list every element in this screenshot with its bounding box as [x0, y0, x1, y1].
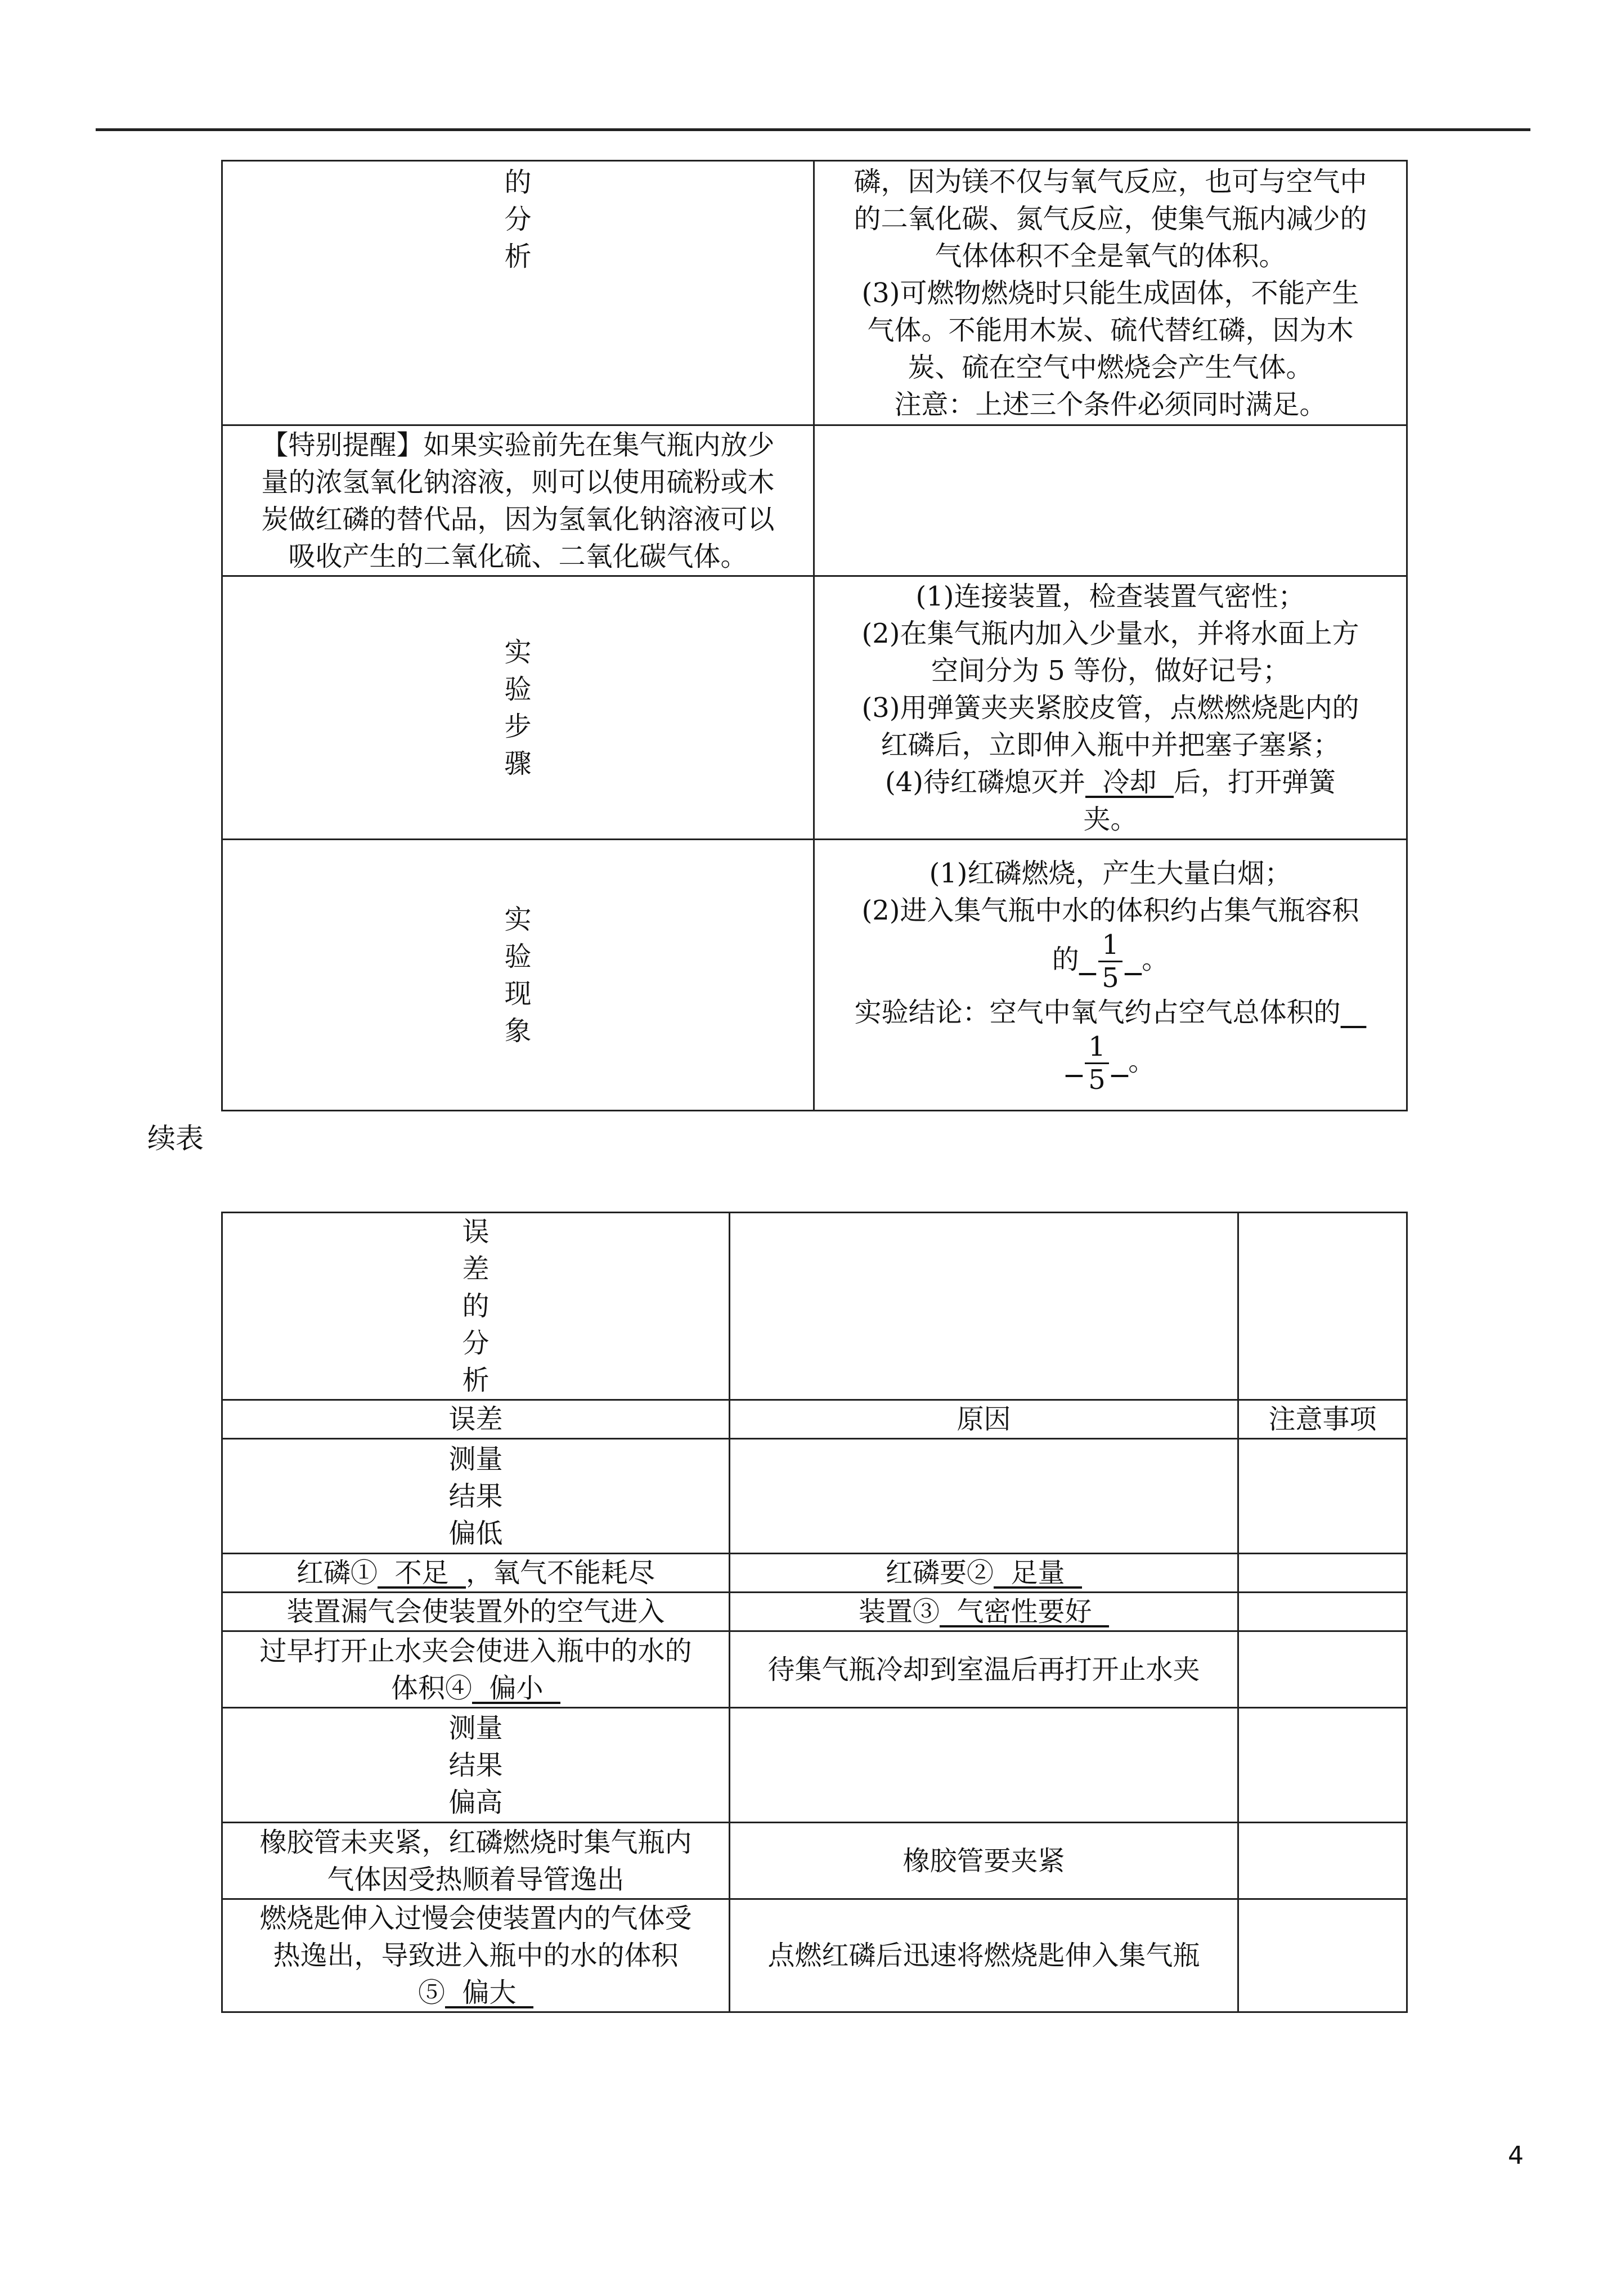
- label-char: 验: [504, 673, 532, 705]
- text-fragment: 后，打开弹簧: [1174, 766, 1336, 798]
- label-char: 分: [504, 204, 532, 235]
- analysis-label: [222, 161, 814, 425]
- text-fragment: ⑤: [417, 1977, 445, 2008]
- text-line: 炭做红磷的替代品，因为氢氧化钠溶液可以: [261, 503, 775, 535]
- high-result-row: [222, 1708, 1407, 1823]
- text-fragment: 实验结论：空气中氧气约占空气总体积的: [854, 996, 1341, 1028]
- title-char: 误: [462, 1216, 490, 1248]
- row-steps: [222, 576, 1407, 840]
- label-line: 偏高: [448, 1786, 503, 1818]
- answer-blank: [378, 1557, 466, 1589]
- text-line: 过早打开止水夹会使进入瓶中的水的: [259, 1635, 692, 1667]
- table-row: [222, 1899, 1407, 2012]
- table2-header-row: [222, 1400, 1407, 1439]
- table-row: [222, 1554, 1407, 1593]
- phenomena-text: [814, 840, 1407, 1111]
- table2-title-row: [222, 1213, 1407, 1400]
- text-line: 炭、硫在空气中燃烧会产生气体。: [908, 351, 1313, 383]
- text-line: [825, 764, 1396, 801]
- reason-cell: 点燃红磷后迅速将燃烧匙伸入集气瓶: [730, 1899, 1238, 2012]
- steps-text: [814, 576, 1407, 840]
- low-result-row: [222, 1439, 1407, 1554]
- text-fragment: 装置③: [858, 1596, 940, 1627]
- answer-blank: [1079, 929, 1142, 994]
- label-line: 测量: [448, 1712, 503, 1744]
- row-phenomena: [222, 840, 1407, 1111]
- fraction: [1085, 1031, 1109, 1096]
- text-line: [825, 929, 1396, 994]
- empty-cell: [1238, 1554, 1407, 1593]
- header-reason: 原因: [730, 1400, 1238, 1439]
- label-char: 验: [504, 940, 532, 972]
- empty-cell: [1238, 1439, 1407, 1554]
- error-cell: 装置漏气会使装置外的空气进入: [222, 1593, 730, 1631]
- answer-text: 偏小: [489, 1672, 544, 1704]
- reason-cell: 待集气瓶冷却到室温后再打开止水夹: [730, 1631, 1238, 1708]
- reason-cell: [730, 1554, 1238, 1593]
- title-char: 的: [462, 1290, 490, 1322]
- text-fragment: 。: [1128, 1045, 1156, 1077]
- label-line: 偏低: [448, 1517, 503, 1549]
- empty-cell: [730, 1439, 1238, 1554]
- answer-blank: [472, 1672, 560, 1704]
- answer-blank: [1085, 766, 1174, 798]
- text-line: 空间分为 5 等份，做好记号；: [931, 654, 1290, 687]
- text-line: 注意：上述三个条件必须同时满足。: [894, 388, 1327, 420]
- text-line: [825, 1031, 1396, 1096]
- answer-blank: [445, 1977, 533, 2008]
- text-line: 磷，因为镁不仅与氧气反应，也可与空气中: [854, 165, 1367, 198]
- analysis-text: [814, 161, 1407, 425]
- title-char: 析: [462, 1365, 490, 1396]
- continued-label: 续表: [147, 1122, 204, 1155]
- text-line: [233, 1974, 719, 2011]
- text-line: [825, 994, 1396, 1031]
- page-number: 4: [1508, 2141, 1524, 2170]
- text-fragment: (4)待红磷熄灭并: [884, 766, 1085, 798]
- text-line: 橡胶管未夹紧，红磷燃烧时集气瓶内: [259, 1826, 692, 1858]
- fraction-denominator: 5: [1088, 1064, 1106, 1096]
- empty-cell: [1238, 1631, 1407, 1708]
- high-result-label: [222, 1708, 730, 1823]
- empty-cell: [1238, 1213, 1407, 1400]
- text-line: [233, 1670, 719, 1707]
- text-line: 量的浓氢氧化钠溶液，则可以使用硫粉或木: [261, 466, 775, 498]
- reminder-text: [222, 425, 814, 576]
- label-line: 结果: [448, 1749, 503, 1781]
- text-fragment: 体积④: [390, 1672, 472, 1704]
- text-line: 【特别提醒】如果实验前先在集气瓶内放少: [261, 429, 775, 461]
- text-line: 吸收产生的二氧化硫、二氧化碳气体。: [288, 540, 748, 572]
- low-result-label: [222, 1439, 730, 1554]
- label-char: 现: [504, 977, 532, 1010]
- row-analysis: [222, 161, 1407, 425]
- table-row: [222, 1823, 1407, 1899]
- answer-text: 足量: [1011, 1557, 1065, 1589]
- text-line: 热逸出，导致进入瓶中的水的体积: [273, 1940, 679, 1971]
- label-char: 骤: [504, 747, 532, 779]
- header-rule: [96, 128, 1530, 131]
- text-line: (2)进入集气瓶中水的体积约占集气瓶容积: [861, 894, 1359, 926]
- answer-blank: [994, 1557, 1082, 1589]
- text-line: (3)可燃物燃烧时只能生成固体，不能产生: [861, 277, 1359, 309]
- text-line: 气体体积不全是氧气的体积。: [935, 240, 1286, 272]
- text-line: 夹。: [1083, 803, 1138, 835]
- answer-text: 冷却: [1102, 766, 1157, 798]
- steps-label: [222, 576, 814, 840]
- answer-blank: [1341, 997, 1367, 1028]
- fraction: [1098, 929, 1122, 994]
- label-char: 实: [504, 636, 532, 668]
- answer-text: 偏大: [462, 1977, 517, 2008]
- empty-cell: [1238, 1823, 1407, 1899]
- label-char: 步: [504, 710, 532, 742]
- label-line: 结果: [448, 1480, 503, 1512]
- empty-cell: [730, 1708, 1238, 1823]
- fraction-numerator: 1: [1098, 929, 1122, 962]
- answer-blank: [1066, 1030, 1129, 1096]
- row-reminder: [222, 425, 1407, 576]
- text-line: 气体因受热顺着导管逸出: [327, 1863, 625, 1895]
- phenomena-label: [222, 840, 814, 1111]
- fraction-numerator: 1: [1085, 1031, 1109, 1064]
- text-line: 燃烧匙伸入过慢会使装置内的气体受: [259, 1903, 692, 1934]
- error-cell: [222, 1631, 730, 1708]
- title-cell: [222, 1213, 730, 1400]
- empty-cell: [1238, 1708, 1407, 1823]
- text-line: (1)连接装置，检查装置气密性；: [915, 580, 1305, 612]
- text-fragment: 红磷①: [296, 1557, 378, 1589]
- label-char: 析: [504, 241, 532, 272]
- text-fragment: 红磷要②: [885, 1557, 994, 1589]
- error-cell: [222, 1554, 730, 1593]
- text-line: (1)红磷燃烧，产生大量白烟；: [929, 857, 1292, 889]
- text-fragment: 的: [1052, 943, 1079, 975]
- label-char: 的: [504, 167, 532, 198]
- title-char: 差: [462, 1253, 490, 1285]
- table-row: [222, 1593, 1407, 1631]
- empty-cell: [814, 425, 1407, 576]
- header-notes: 注意事项: [1238, 1400, 1407, 1439]
- answer-blank: [940, 1596, 1109, 1627]
- text-line: (3)用弹簧夹夹紧胶皮管，点燃燃烧匙内的: [861, 692, 1359, 724]
- label-char: 象: [504, 1015, 532, 1047]
- table-row: [222, 1631, 1407, 1708]
- title-char: 分: [462, 1328, 490, 1359]
- text-line: 的二氧化碳、氮气反应，使集气瓶内减少的: [854, 203, 1367, 235]
- error-cell: [222, 1823, 730, 1899]
- text-fragment: 。: [1142, 943, 1169, 975]
- label-char: 实: [504, 903, 532, 935]
- text-line: (2)在集气瓶内加入少量水，并将水面上方: [861, 617, 1359, 649]
- empty-cell: [730, 1213, 1238, 1400]
- label-line: 测量: [448, 1443, 503, 1475]
- error-analysis-table: [221, 1212, 1408, 2013]
- fraction-denominator: 5: [1102, 962, 1119, 994]
- answer-text: 不足: [394, 1557, 449, 1589]
- empty-cell: [1238, 1899, 1407, 2012]
- empty-cell: [1238, 1593, 1407, 1631]
- experiment-table: [221, 160, 1408, 1111]
- text-line: 红磷后，立即伸入瓶中并把塞子塞紧；: [881, 729, 1340, 761]
- header-error: 误差: [222, 1400, 730, 1439]
- text-fragment: ，氧气不能耗尽: [466, 1557, 655, 1589]
- error-cell: [222, 1899, 730, 2012]
- answer-text: 气密性要好: [957, 1596, 1092, 1627]
- reason-cell: 橡胶管要夹紧: [730, 1823, 1238, 1899]
- text-line: 气体。不能用木炭、硫代替红磷，因为木: [867, 314, 1354, 346]
- reason-cell: [730, 1593, 1238, 1631]
